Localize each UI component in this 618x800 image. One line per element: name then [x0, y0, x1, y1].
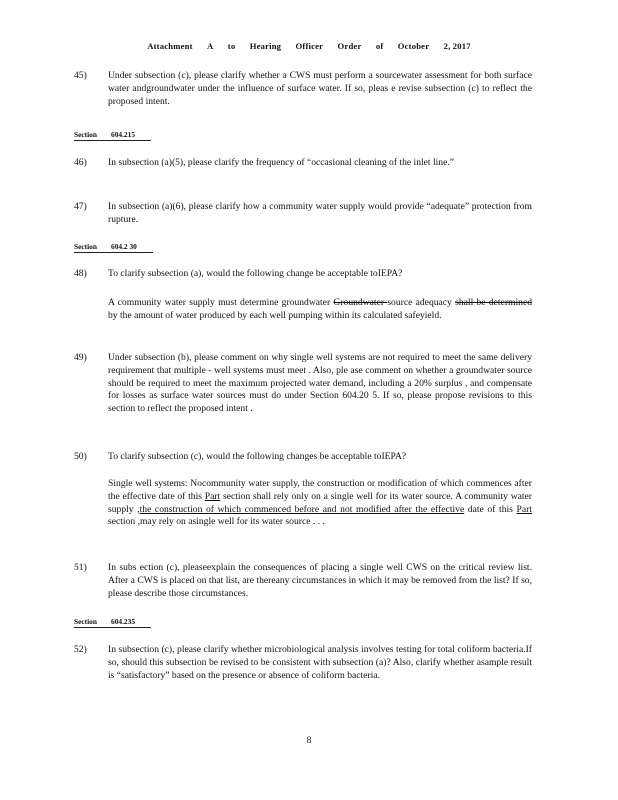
page-number: 8	[306, 735, 312, 746]
underlined-text: ,the construction of which commenced before and not modified after	[137, 503, 416, 515]
header-word: 2, 2017	[443, 41, 471, 51]
proposal-text: section ,may rely on asingle well for its water source . . .	[108, 516, 325, 528]
struck-text: shall be determined	[455, 297, 533, 308]
question-text: In subs ection (c), pleaseexplain the consequences of placing a single well CWS on the critical review list. After a CWS is placed on that list, are thereany circumstances in which it may be removed from the list? If so, please describe those circumstances.	[108, 562, 532, 599]
section-heading-604-215	[74, 130, 151, 141]
section-label: Section	[74, 242, 97, 251]
question-number: 51)	[74, 562, 87, 573]
proposal-text: section shall rely only on a single well for its water source. A community water supply	[108, 490, 533, 515]
question-48	[74, 268, 534, 281]
section-label: Section	[74, 617, 97, 626]
question-number: 45)	[74, 70, 87, 81]
page-header	[0, 40, 618, 53]
question-number: 49)	[74, 352, 87, 363]
underlined-text: the effective	[415, 503, 465, 515]
question-50	[74, 451, 534, 464]
proposal-text: date of this	[464, 503, 517, 515]
question-number: 46)	[74, 157, 87, 168]
proposal-text: source adequacy	[387, 297, 456, 308]
question-number: 52)	[74, 644, 87, 655]
question-text: To clarify subsection (c), would the following changes be acceptable toIEPA?	[108, 451, 407, 462]
header-word: of	[375, 41, 384, 51]
section-label: Section	[74, 130, 97, 139]
question-text: To clarify subsection (a), would the following change be acceptable toIEPA?	[108, 268, 403, 279]
header-word: Attachment	[147, 41, 193, 51]
header-word: A	[207, 41, 214, 51]
proposal-text: by the amount of water produced by each well pumping within its calculated safeyield.	[108, 309, 442, 321]
question-47	[74, 201, 534, 227]
question-text: Under subsection (c), please clarify whether a CWS must perform a sourcewater assessment for both surface water andgroundwater under the influence of surface water. If so, pleas e revise subsection (c) to reflect the proposed intent.	[108, 70, 532, 107]
question-45	[74, 70, 534, 108]
question-text: Under subsection (b), please comment on why single well systems are not required to meet the same delivery requirement that multiple - well systems must meet . Also, ple ase comment on whether a groundwater source should be required to meet the maximum projected water demand, including a 20% surplus , and compensate for losses as surface water sources must do under Section 604.20 5. If so, please propose revisions to this section to reflect the proposed intent .	[108, 352, 532, 415]
section-heading-604-230	[74, 242, 153, 253]
proposal-text: Single well systems: Nocommunity water supply, the construction or modification of which commences after the effective date of this	[108, 478, 532, 502]
question-text: In subsection (c), please clarify whether microbiological analysis involves testing for total coliform bacteria.If so, should this subsection be revised to be consistent with subsection (a)? Also, clarify whether asample result is “satisfactory” based on the presence or absence of coliform bacteria.	[108, 644, 532, 681]
question-46	[74, 157, 534, 170]
header-word: Officer	[295, 41, 324, 51]
proposed-language-48	[108, 297, 532, 323]
question-number: 47)	[74, 201, 87, 212]
section-heading-604-235	[74, 617, 151, 628]
underlined-text: Part	[204, 490, 221, 502]
question-number: 48)	[74, 268, 87, 279]
question-49	[74, 352, 534, 416]
header-word: Order	[337, 41, 362, 51]
struck-text: Groundwater	[333, 297, 388, 308]
header-word: October	[397, 41, 430, 51]
underlined-text: Part	[516, 503, 532, 515]
header-word: to	[227, 41, 236, 51]
question-51	[74, 562, 534, 600]
section-number: 604.235	[111, 617, 136, 626]
proposal-text: A community water supply must determine groundwater	[108, 297, 334, 308]
header-word: Hearing	[249, 41, 282, 51]
proposed-language-50	[108, 478, 532, 529]
question-52	[74, 644, 534, 682]
section-number: 604.2 30	[111, 242, 137, 251]
section-number: 604.215	[111, 130, 136, 139]
question-text: In subsection (a)(5), please clarify the frequency of “occasional cleaning of the inlet line.”	[108, 157, 455, 168]
question-number: 50)	[74, 451, 87, 462]
question-text: In subsection (a)(6), please clarify how a community water supply would provide “adequate” protection from rupture.	[108, 201, 532, 225]
